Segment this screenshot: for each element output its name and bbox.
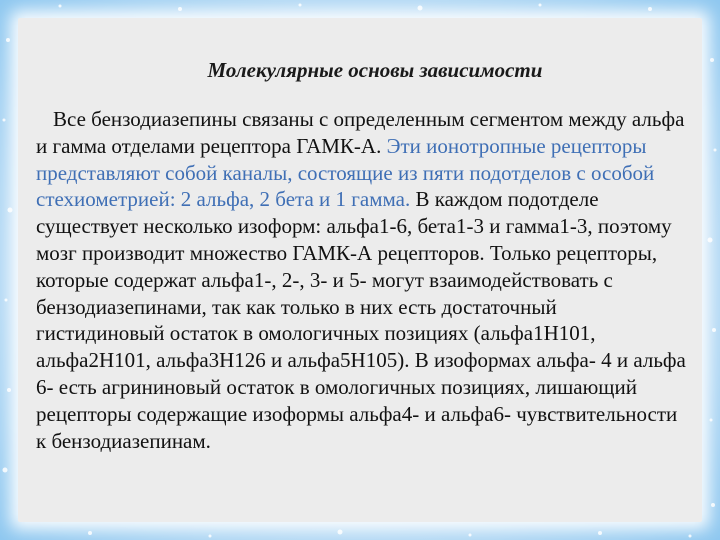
body-paragraph — [36, 106, 688, 454]
paragraph-highlight: Эти ионотропные рецепторы представляют собой каналы, состоящие из пяти подотделов с особой стехиометрией: 2 альфа, 2 бета и 1 гамма. — [36, 133, 655, 212]
body-text — [36, 106, 688, 454]
paragraph-intro: Все бензодиазепины связаны с определенным сегментом между альфа и гамма отделами рецептора ГАМК-А. — [36, 107, 685, 158]
slide-title: Молекулярные основы зависимости — [207, 58, 543, 82]
paragraph-rest: В каждом подотделе существует несколько изоформ: альфа1-6, бета1-3 и гамма1-3, поэтому мозг производит множество ГАМК-А рецепторов. Только рецепторы, которые содержат альфа1-, 2-, 3- и 5- могут взаимодействовать с бензодиазепинами, так как только в них есть достаточный гистидиновый остаток в омологичных позициях (альфа1Н101, альфа2Н101, альфа3Н126 и альфа5Н105). В изоформах альфа- 4 и альфа 6- есть агрининовый остаток в омологичных позициях, лишающий рецепторы содержащие изоформы альфа4- и альфа6- чувствительности к бензодиазепинам. — [36, 187, 686, 453]
content-panel — [18, 18, 702, 522]
